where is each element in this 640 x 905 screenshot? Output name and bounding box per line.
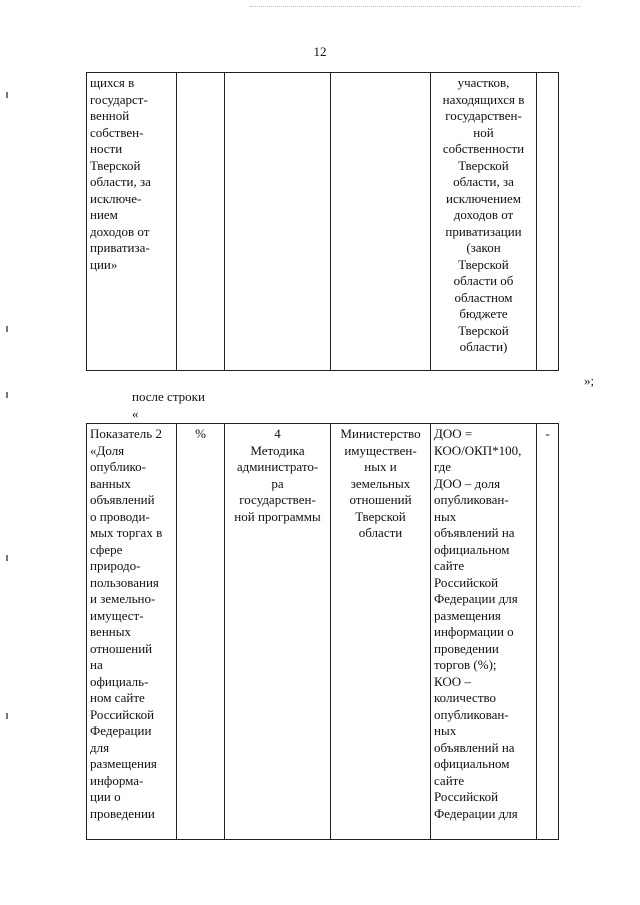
table-row	[87, 73, 559, 371]
table-continuation	[86, 72, 559, 371]
scan-edge-mark	[6, 392, 8, 398]
scan-edge-mark	[6, 326, 8, 332]
cell-responsible	[331, 73, 431, 371]
scan-edge-mark	[6, 92, 8, 98]
intermediate-text: после строки «	[132, 389, 205, 421]
cell-method	[225, 73, 331, 371]
page-number: 12	[313, 44, 327, 59]
cell-unit: %	[177, 424, 225, 840]
scan-noise	[250, 6, 580, 8]
closing-quote: »;	[584, 373, 595, 388]
cell-formula: ДОО = КОО/ОКП*100, где ДОО – доля опубликован- ных объявлений на официальном сайте Российской Федерации для размещения информации о проведении торгов (%); КОО – количество опубликован- ных объявлений на официальном сайте Российской Федерации для	[431, 424, 537, 840]
cell-extra	[537, 73, 559, 371]
table-row	[87, 424, 559, 840]
table-indicator-2	[86, 423, 559, 840]
cell-formula: участков, находящихся в государствен- ной собственности Тверской области, за исключением доходов от приватизации (закон Тверской области об областном бюджете Тверской области)	[431, 73, 537, 371]
cell-responsible: Министерство имуществен- ных и земельных отношений Тверской области	[331, 424, 431, 840]
cell-indicator-name: Показатель 2 «Доля опублико- ванных объявлений о проводи- мых торгах в сфере природо- пользования и земельно- имущест- венных отношений на официаль- ном сайте Российской Федерации для размещения информа- ции о проведении	[87, 424, 177, 840]
cell-method: 4 Методика администрато- ра государствен- ной программы	[225, 424, 331, 840]
scan-edge-mark	[6, 713, 8, 719]
cell-extra: -	[537, 424, 559, 840]
cell-indicator-name: щихся в государст- венной собствен- ности Тверской области, за исключе- нием доходов от приватиза- ции»	[87, 73, 177, 371]
cell-unit	[177, 73, 225, 371]
scan-edge-mark	[6, 555, 8, 561]
